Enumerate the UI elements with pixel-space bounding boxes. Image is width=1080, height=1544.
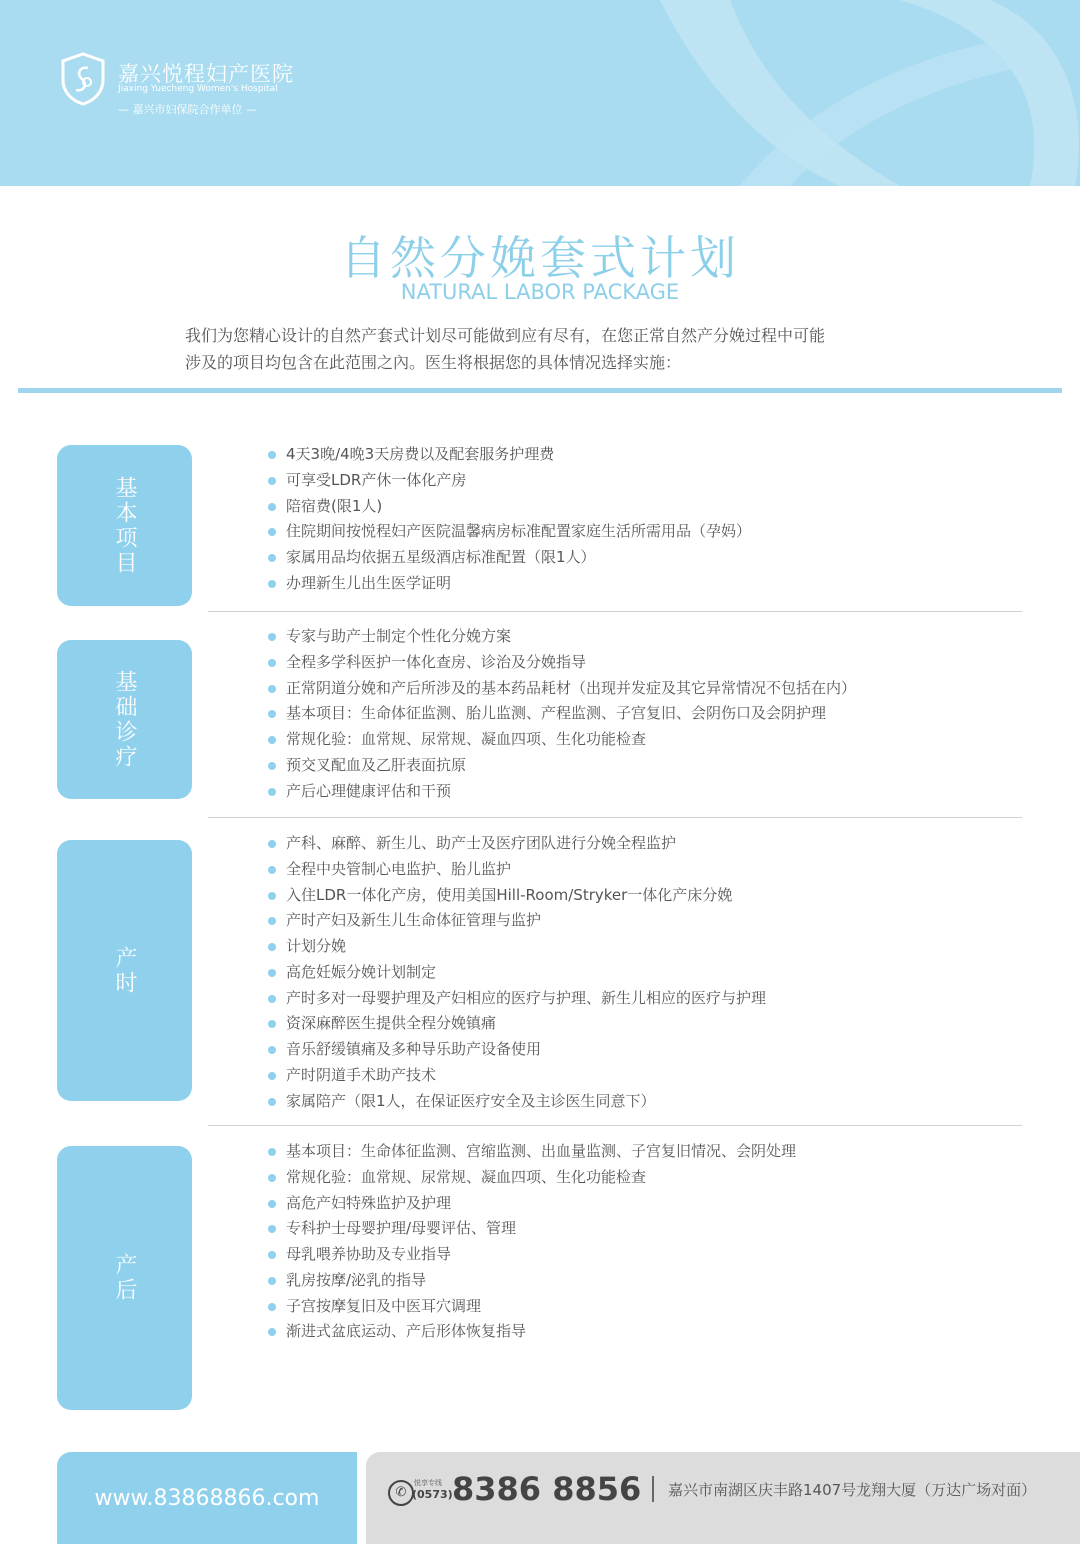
list-item: 子宫按摩复旧及中医耳穴调理 — [266, 1294, 796, 1320]
list-item: 常规化验：血常规、尿常规、凝血四项、生化功能检查 — [266, 1165, 796, 1191]
list-item: 基本项目：生命体征监测、宫缩监测、出血量监测、子宫复旧情况、会阴处理 — [266, 1139, 796, 1165]
list-item: 母乳喂养协助及专业指导 — [266, 1242, 796, 1268]
intro-line-1: 我们为您精心设计的自然产套式计划尽可能做到应有尽有，在您正常自然产分娩过程中可能 — [185, 326, 826, 345]
list-item: 高危妊娠分娩计划制定 — [266, 960, 766, 986]
list-item: 4天3晚/4晚3天房费以及配套服务护理费 — [266, 442, 751, 468]
list-item: 全程中央管制心电监护、胎儿监护 — [266, 857, 766, 883]
contact-bar — [366, 1452, 1080, 1544]
section-tab-postpartum — [57, 1146, 192, 1410]
list-item: 专家与助产士制定个性化分娩方案 — [266, 624, 856, 650]
list-item: 预交叉配血及乙肝表面抗原 — [266, 753, 856, 779]
list-item: 常规化验：血常规、尿常规、凝血四项、生化功能检查 — [266, 727, 856, 753]
list-item: 乳房按摩/泌乳的指导 — [266, 1268, 796, 1294]
intro-text — [185, 322, 945, 376]
section-label-postpartum: 产后 — [112, 1253, 137, 1303]
section-divider — [208, 817, 1022, 818]
list-item: 产时阴道手术助产技术 — [266, 1063, 766, 1089]
phone-number[interactable]: 8386 8856 — [452, 1470, 642, 1508]
section-divider — [208, 1125, 1022, 1126]
list-item: 全程多学科医护一体化查房、诊治及分娩指导 — [266, 650, 856, 676]
list-item: 资深麻醉医生提供全程分娩镇痛 — [266, 1011, 766, 1037]
section-label-diagnosis: 基础诊疗 — [112, 669, 137, 770]
section-list-intrapartum — [266, 831, 766, 1114]
section-list-postpartum — [266, 1139, 796, 1345]
section-list-diagnosis — [266, 624, 856, 804]
address: 嘉兴市南湖区庆丰路1407号龙翔大厦（万达广场对面） — [668, 1481, 1037, 1499]
list-item: 产后心理健康评估和干预 — [266, 779, 856, 805]
hospital-name-cn: 嘉兴悦程妇产医院 — [118, 62, 294, 86]
list-item: 高危产妇特殊监护及护理 — [266, 1191, 796, 1217]
list-item: 产科、麻醉、新生儿、助产士及医疗团队进行分娩全程监护 — [266, 831, 766, 857]
list-item: 可享受LDR产休一体化产房 — [266, 468, 751, 494]
list-item: 家属用品均依据五星级酒店标准配置（限1人） — [266, 545, 751, 571]
list-item: 产时多对一母婴护理及产妇相应的医疗与护理、新生儿相应的医疗与护理 — [266, 986, 766, 1012]
page-title-cn: 自然分娩套式计划 — [340, 231, 740, 285]
list-item: 专科护士母婴护理/母婴评估、管理 — [266, 1216, 796, 1242]
page-title-en: NATURAL LABOR PACKAGE — [400, 280, 680, 304]
list-item: 计划分娩 — [266, 934, 766, 960]
list-item: 产时产妇及新生儿生命体征管理与监护 — [266, 908, 766, 934]
section-label-intrapartum: 产时 — [112, 945, 137, 996]
list-item: 入住LDR一体化产房，使用美国Hill-Room/Stryker一体化产床分娩 — [266, 883, 766, 909]
list-item: 正常阴道分娩和产后所涉及的基本药品耗材（出现并发症及其它异常情况不包括在内） — [266, 676, 856, 702]
area-code: (0573) — [412, 1488, 453, 1501]
header-banner — [0, 0, 1080, 186]
list-item: 住院期间按悦程妇产医院温馨病房标准配置家庭生活所需用品（孕妈） — [266, 519, 751, 545]
list-item: 家属陪产（限1人，在保证医疗安全及主诊医生同意下） — [266, 1089, 766, 1115]
section-tab-diagnosis — [57, 640, 192, 799]
hospital-logo-icon — [60, 52, 106, 106]
intro-line-2: 涉及的项目均包含在此范围之內。医生将根据您的具体情况选择实施： — [185, 353, 682, 372]
partner-note: — 嘉兴市妇保院合作单位 — — [118, 103, 257, 116]
section-tab-intrapartum — [57, 840, 192, 1101]
list-item: 办理新生儿出生医学证明 — [266, 571, 751, 597]
list-item: 渐进式盆底运动、产后形体恢复指导 — [266, 1319, 796, 1345]
phone-icon: ✆ — [388, 1480, 414, 1506]
footer-separator — [652, 1476, 654, 1502]
list-item: 音乐舒缓镇痛及多种导乐助产设备使用 — [266, 1037, 766, 1063]
hospital-name-en: Jiaxing Yuecheng Women's Hospital — [118, 84, 278, 94]
section-tab-basic — [57, 445, 192, 606]
main-divider — [18, 388, 1062, 393]
hotline-label: 悦享专线 — [414, 1479, 442, 1487]
list-item: 基本项目：生命体征监测、胎儿监测、产程监测、子宫复旧、会阴伤口及会阴护理 — [266, 701, 856, 727]
section-divider — [208, 611, 1022, 612]
section-list-basic — [266, 442, 751, 597]
section-label-basic: 基本项目 — [112, 475, 137, 576]
list-item: 陪宿费(限1人) — [266, 494, 751, 520]
website-link[interactable]: www.83868866.com — [57, 1452, 357, 1544]
